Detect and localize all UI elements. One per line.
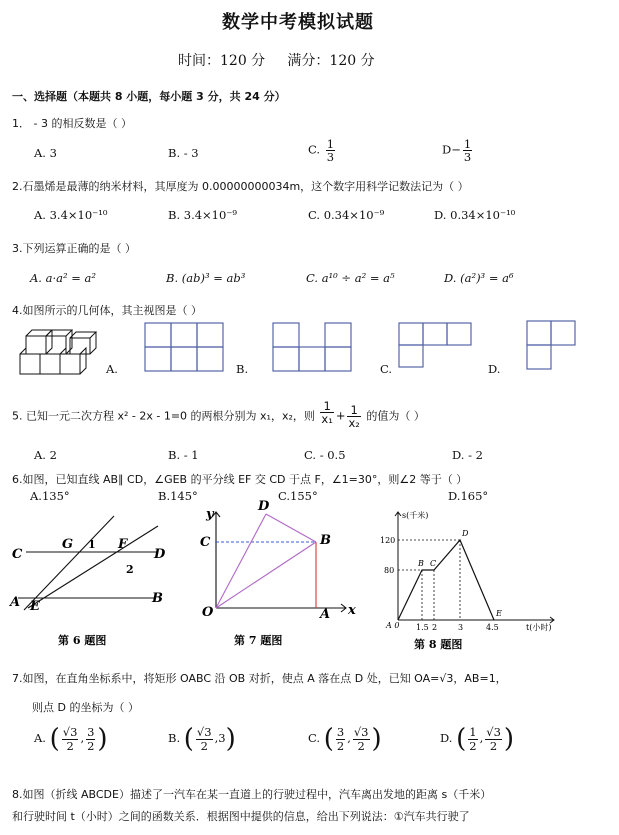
q6-option-d: D.165° (448, 489, 489, 503)
svg-text:E: E (496, 609, 502, 618)
svg-text:1.5: 1.5 (416, 623, 429, 632)
q2-option-d: D. 0.34×10⁻¹⁰ (434, 208, 516, 222)
q6-option-c: C.155° (278, 489, 318, 503)
svg-text:D: D (258, 499, 270, 514)
q1-option-b: B. - 3 (168, 146, 199, 160)
q7-option-b: B. ( $\frac{√3}{2}$ ,3) (168, 724, 236, 754)
q3-option-a: A. a·a² = a² (30, 271, 97, 285)
svg-text:D: D (154, 547, 166, 562)
q8-stem-line2: 和行驶时间 t（小时）之间的函数关系．根据图中提供的信息，给出下列说法：①汽车共行驶了 (12, 810, 470, 823)
svg-text:B: B (320, 533, 331, 548)
q3-option-d: D. (a²)³ = a⁶ (444, 271, 514, 285)
svg-text:O: O (202, 605, 214, 620)
svg-text:80: 80 (384, 566, 395, 575)
q3-stem: 3.下列运算正确的是（ ） (12, 242, 136, 255)
svg-text:A: A (320, 607, 331, 622)
svg-text:第 7 题图: 第 7 题图 (234, 634, 283, 647)
svg-text:120: 120 (380, 536, 396, 545)
svg-text:x: x (348, 603, 356, 618)
q4-view-c-figure (398, 322, 478, 374)
q4-solid-figure (18, 318, 104, 380)
q3-option-c: C. a¹⁰ ÷ a² = a⁵ (306, 271, 395, 285)
q3-option-b: B. (ab)³ = ab³ (166, 271, 246, 285)
q4-view-c (272, 322, 354, 374)
svg-text:E: E (30, 599, 40, 614)
figure-8 (378, 502, 564, 652)
svg-text:第 6 题图: 第 6 题图 (58, 634, 107, 647)
svg-text:C: C (12, 547, 23, 562)
q5-option-b: B. - 1 (168, 448, 199, 462)
page-title: 数学中考模拟试题 (222, 12, 374, 33)
q1-option-c: C. $\frac{1}{3}$ (308, 137, 335, 165)
q4-option-d: D. (488, 362, 501, 376)
svg-text:B: B (152, 591, 163, 606)
svg-text:y: y (206, 507, 214, 522)
svg-text:G: G (62, 537, 74, 552)
q5-option-c: C. - 0.5 (304, 448, 346, 462)
svg-text:C: C (430, 559, 437, 568)
svg-text:C: C (200, 535, 211, 550)
q8-stem-line1: 8.如图（折线 ABCDE）描述了一汽车在某一直道上的行驶过程中，汽车离出发地的距离 s（千米） (12, 788, 492, 801)
q4-option-a: A. (106, 362, 118, 376)
q5-option-d: D. - 2 (452, 448, 483, 462)
svg-text:2: 2 (432, 623, 438, 632)
svg-text:1: 1 (88, 538, 96, 551)
q5-stem: 5. 已知一元二次方程 x² - 2x - 1=0 的两根分别为 x₁，x₂，则 $\frac{1}{\text{x₁}}$ + $\frac{1}{\text{x₂}}$ 的值为（ ） (12, 399, 425, 431)
section-heading: 一、选择题（本题共 8 小题，每小题 3 分，共 24 分） (12, 90, 286, 103)
q2-option-b: B. 3.4×10⁻⁹ (168, 208, 237, 222)
svg-text:A: A (10, 595, 21, 610)
q2-stem: 2.石墨烯是最薄的纳米材料，其厚度为 0.00000000034m，这个数字用科学记数法记为（ ） (12, 180, 469, 193)
svg-text:B: B (418, 559, 424, 568)
q6-option-a: A.135° (30, 489, 70, 503)
q4-option-c: C. (380, 362, 393, 376)
q6-option-b: B.145° (158, 489, 198, 503)
q1-option-d: D− $\frac{1}{3}$ (442, 137, 472, 165)
svg-text:3: 3 (458, 623, 464, 632)
q6-stem: 6.如图，已知直线 AB∥ CD，∠GEB 的平分线 EF 交 CD 于点 F，∠1=30°，则∠2 等于（ ） (12, 473, 468, 486)
svg-text:第 8 题图: 第 8 题图 (414, 638, 463, 651)
q7-option-a: A. ( $\frac{√3}{2}$ , $\frac{3}{2}$ ) (34, 724, 108, 754)
q7-stem-line2: 则点 D 的坐标为（ ） (32, 701, 139, 714)
q7-stem: 7.如图，在直角坐标系中，将矩形 OABC 沿 OB 对折，使点 A 落在点 D 处，已知 OA=√3，AB=1， (12, 672, 507, 685)
q5-option-a: A. 2 (34, 448, 57, 462)
q1-option-a: A. 3 (34, 146, 57, 160)
svg-text:2: 2 (126, 563, 134, 576)
q4-view-b (144, 322, 226, 374)
q4-view-d (526, 320, 580, 374)
q2-option-a: A. 3.4×10⁻¹⁰ (34, 208, 108, 222)
q7-option-d: D. ( $\frac{1}{2}$ , $\frac{√3}{2}$ ) (440, 724, 515, 754)
svg-text:t(小时): t(小时) (526, 623, 552, 632)
svg-text:4.5: 4.5 (486, 623, 499, 632)
q4-stem: 4.如图所示的几何体，其主视图是（ ） (12, 304, 202, 317)
q2-option-c: C. 0.34×10⁻⁹ (308, 208, 385, 222)
figure-7 (186, 498, 366, 652)
q7-option-c: C. ( $\frac{3}{2}$ , $\frac{√3}{2}$ ) (308, 724, 382, 754)
svg-text:A 0: A 0 (386, 621, 400, 630)
q4-option-b: B. (236, 362, 249, 376)
svg-text:F: F (118, 537, 128, 552)
figure-6 (6, 510, 182, 650)
q1-stem: 1． - 3 的相反数是（ ） (12, 117, 132, 130)
exam-meta: 时间：120 分 满分：120 分 (178, 53, 375, 69)
svg-text:s(千米): s(千米) (402, 511, 429, 520)
svg-text:D: D (462, 529, 469, 538)
